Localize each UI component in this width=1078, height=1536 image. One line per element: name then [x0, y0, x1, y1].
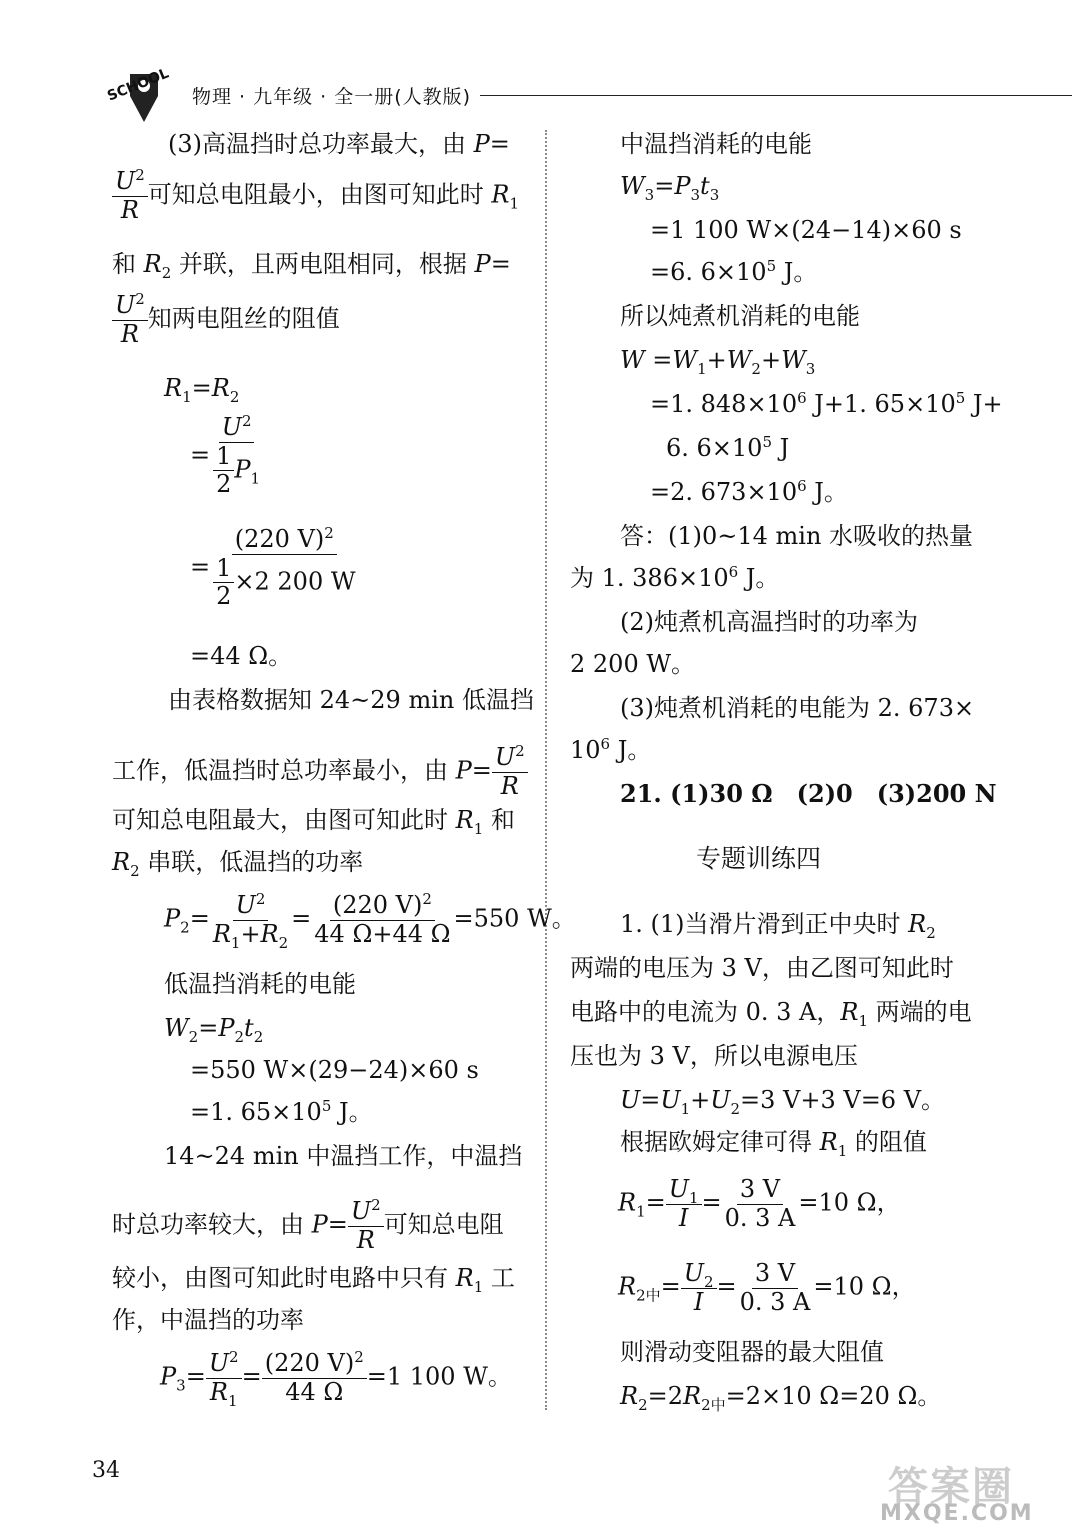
text-line: (2)炖煮机高温挡时的功率为: [620, 608, 918, 636]
formula: = (220 V)$^2$ $\frac{1}{2}$ ×2 200 W: [190, 524, 356, 611]
text-line: 电路中的电流为 0. 3 A，$R_1$ 两端的电: [570, 998, 972, 1030]
text-line: 低温挡消耗的电能: [164, 970, 356, 998]
formula: $P_2=$ $\frac{U^2}{R_1+R_2}$ = $\frac{(220 V)^2}{44 \Omega+44 \Omega}$ =550 W。: [164, 890, 576, 952]
text-line: $10^6$ J。: [570, 735, 652, 764]
text-line: 较小，由图可知此时电路中只有 $R_1$ 工: [112, 1264, 515, 1296]
text-line: 作，中温挡的功率: [112, 1306, 304, 1334]
text-line: 答：(1)0~14 min 水吸收的热量: [620, 522, 974, 550]
text-line: 两端的电压为 3 V，由乙图可知此时: [570, 954, 954, 982]
header-title: 物理 · 九年级 · 全一册(人教版): [192, 86, 472, 108]
formula: 6. $6\times 10^5$ J: [666, 433, 790, 462]
formula: $R_2=2R_{2中}=2\times 10$ Ω=20 Ω。: [620, 1382, 942, 1414]
text-line: 时总功率较大，由 P= $\frac{U^2}{R}$ 可知总电阻: [112, 1196, 504, 1254]
text-line: 为 1. $386\times 10^6$ J。: [570, 563, 780, 592]
text-line: $\frac{U^2}{R}$ 可知总电阻最小，由图可知此时 $R_1$: [112, 168, 519, 224]
text-line: 可知总电阻最大，由图可知此时 $R_1$ 和: [112, 806, 515, 838]
section-title: 专题训练四: [696, 844, 822, 873]
answer-21: 21. (1)30 Ω (2)0 (3)200 N: [620, 779, 997, 808]
formula: =1 100 W×(24−14)×60 s: [650, 216, 962, 244]
watermark-text: MXQE.COM: [880, 1501, 1034, 1526]
text-line: $R_2$ 串联，低温挡的功率: [112, 848, 364, 880]
text-line: $\frac{U^2}{R}$ 知两电阻丝的阻值: [112, 292, 340, 348]
formula: $U=U_1+U_2=3$ V+3 V=6 V。: [620, 1086, 946, 1118]
text-line: (3)炖煮机消耗的电能为 2. 673×: [620, 694, 975, 722]
text-line: 根据欧姆定律可得 $R_1$ 的阻值: [620, 1128, 927, 1160]
text-line: 压也为 3 V，所以电源电压: [570, 1042, 858, 1070]
formula: $W_3=P_3t_3$: [620, 172, 720, 204]
formula: $W =W_1+W_2+W_3$: [620, 346, 816, 378]
text-line: 1. (1)当滑片滑到正中央时 $R_2$: [620, 910, 936, 942]
logo-text: SCHOOL: [105, 65, 172, 105]
page-number: 34: [92, 1458, 120, 1483]
formula: $P_3=$ $\frac{U^2}{R_1}$ = $\frac{(220 V)^2}{44 \Omega}$ =1 100 W。: [160, 1348, 512, 1410]
page-header: [100, 60, 980, 110]
text-line: 所以炖煮机消耗的电能: [620, 302, 860, 330]
text-line: 和 $R_2$ 并联，且两电阻相同，根据 P=: [112, 250, 511, 282]
header-rule: [480, 95, 1072, 96]
text-line: 工作，低温挡时总功率最小，由 P= $\frac{U^2}{R}$: [112, 744, 528, 800]
watermark: [880, 1455, 1070, 1530]
formula: $R_1=R_2$: [164, 374, 240, 406]
formula: =2. $673\times 10^6$ J。: [650, 477, 848, 506]
text-line: 由表格数据知 24~29 min 低温挡: [168, 686, 534, 714]
text-line: 14~24 min 中温挡工作，中温挡: [164, 1142, 523, 1170]
formula: =6. $6\times 10^5$ J。: [650, 257, 818, 286]
formula: =44 Ω。: [190, 642, 293, 670]
formula: = $U^2$ $\frac{1}{2}$ $P_1$: [190, 412, 261, 499]
text-line: 中温挡消耗的电能: [620, 130, 812, 158]
column-divider: [545, 130, 547, 1410]
formula: $R_1=$ $\frac{U_1}{I}$ = $\frac{3 V}{0. 3 A}$ =10 Ω，: [618, 1175, 901, 1232]
formula: =1. $848\times 10^6$ J+1. $65\times 10^5$ J+: [650, 389, 1003, 418]
formula: $R_{2中}=$ $\frac{U_2}{I}$ = $\frac{3 V}{0. 3 A}$ =10 Ω，: [618, 1259, 916, 1316]
school-logo-icon: [100, 60, 190, 130]
text-line: 2 200 W。: [570, 650, 696, 678]
text-line: 则滑动变阻器的最大阻值: [620, 1338, 884, 1366]
formula: =1. $65\times 10^5$ J。: [190, 1097, 373, 1126]
watermark-glyphs: 答案圈: [888, 1463, 1014, 1510]
text-line: (3)高温挡时总功率最大，由 P=: [168, 130, 510, 158]
formula: =550 W×(29−24)×60 s: [190, 1056, 479, 1084]
formula: $W_2=P_2t_2$: [164, 1014, 264, 1046]
